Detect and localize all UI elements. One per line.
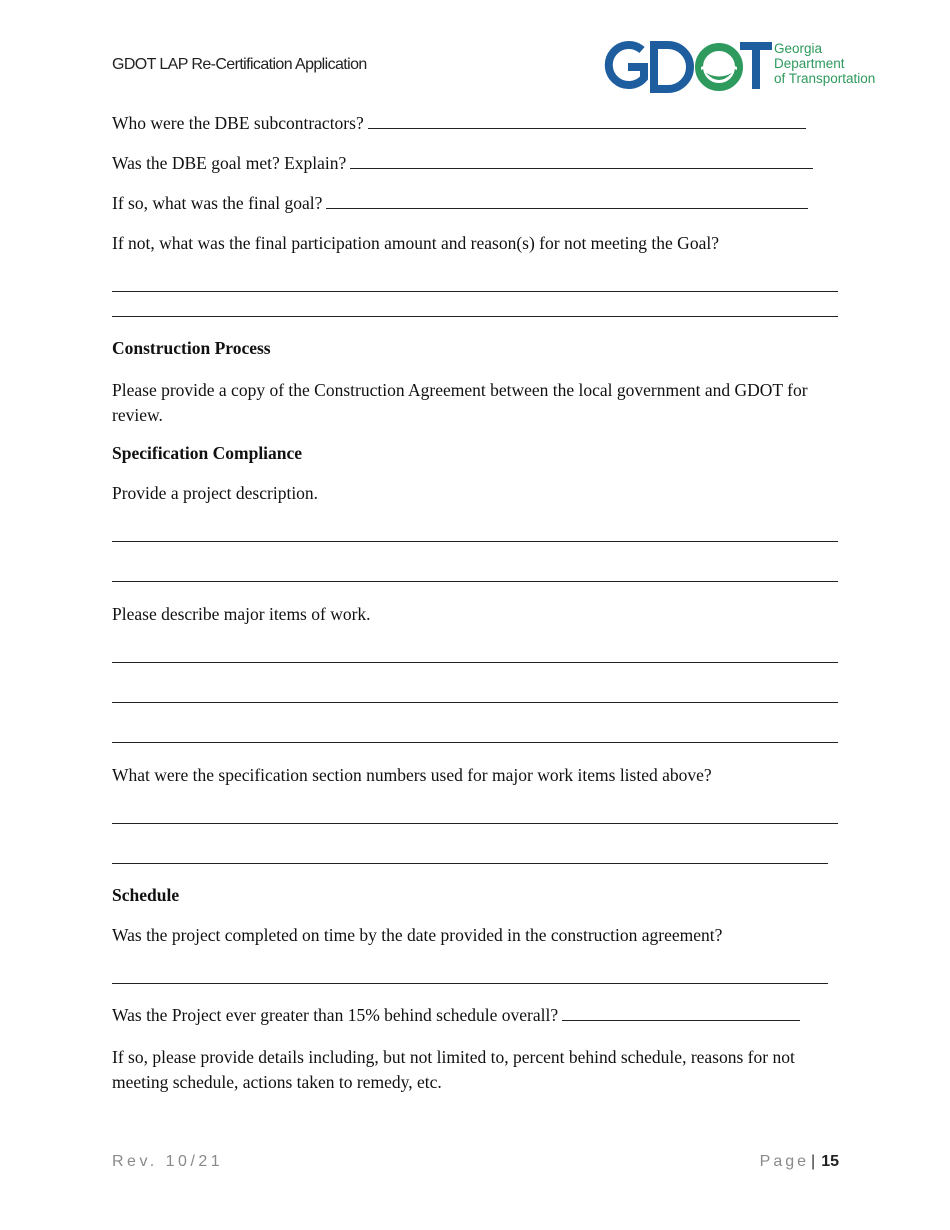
logo-line-transportation: of Transportation: [774, 71, 876, 86]
answer-line-description-1[interactable]: [112, 541, 838, 542]
question-behind-schedule-label: Was the Project ever greater than 15% behind schedule overall?: [112, 1005, 559, 1025]
answer-dbe-subcontractors[interactable]: [368, 113, 806, 129]
question-dbe-goal-met: [112, 153, 813, 174]
question-major-items: Please describe major items of work.: [112, 604, 371, 624]
answer-final-goal[interactable]: [326, 193, 808, 209]
logo-text: [774, 41, 875, 86]
footer-separator: |: [811, 1153, 816, 1170]
answer-line-section-numbers-2[interactable]: [112, 863, 828, 864]
footer-page-label: Page: [759, 1153, 810, 1170]
gdot-logo: [602, 40, 892, 94]
answer-line-major-items-3[interactable]: [112, 742, 838, 743]
question-final-goal: [112, 193, 808, 214]
question-behind-schedule: [112, 1005, 800, 1026]
answer-line-completed-on-time[interactable]: [112, 983, 828, 984]
answer-dbe-goal-met[interactable]: [350, 153, 813, 169]
logo-line-department: Department: [774, 56, 845, 71]
answer-behind-schedule[interactable]: [562, 1005, 800, 1021]
question-dbe-subcontractors-label: Who were the DBE subcontractors?: [112, 113, 364, 133]
answer-line-section-numbers-1[interactable]: [112, 823, 838, 824]
footer-revision: Rev. 10/21: [112, 1153, 224, 1170]
answer-line-participation-1[interactable]: [112, 291, 838, 292]
question-project-description: Provide a project description.: [112, 483, 319, 503]
question-dbe-goal-met-label: Was the DBE goal met? Explain?: [112, 153, 347, 173]
question-completed-on-time: Was the project completed on time by the date provided in the construction agreement?: [112, 925, 723, 945]
gdot-logo-mark: [602, 40, 772, 94]
answer-line-participation-2[interactable]: [112, 316, 838, 317]
construction-agreement-text: Please provide a copy of the Construction Agreement between the local government and GDOT for review.: [112, 380, 808, 425]
question-final-goal-label: If so, what was the final goal?: [112, 193, 323, 213]
heading-specification-compliance: Specification Compliance: [112, 443, 303, 463]
question-final-participation: If not, what was the final participation amount and reason(s) for not meeting the Goal?: [112, 233, 719, 253]
question-dbe-subcontractors: [112, 113, 806, 134]
footer-page-number: 15: [821, 1153, 839, 1170]
answer-line-description-2[interactable]: [112, 581, 838, 582]
question-section-numbers: What were the specification section numbers used for major work items listed above?: [112, 765, 712, 785]
schedule-details-text: If so, please provide details including, but not limited to, percent behind schedule, reasons for not meeting schedule, actions taken to remedy, etc.: [112, 1047, 795, 1092]
header-title: GDOT LAP Re-Certification Application: [112, 56, 367, 73]
answer-line-major-items-2[interactable]: [112, 702, 838, 703]
footer-page-indicator: [760, 1153, 839, 1171]
heading-schedule: Schedule: [112, 885, 180, 905]
heading-construction-process: Construction Process: [112, 338, 271, 358]
logo-line-georgia: Georgia: [774, 41, 823, 56]
answer-line-major-items-1[interactable]: [112, 662, 838, 663]
